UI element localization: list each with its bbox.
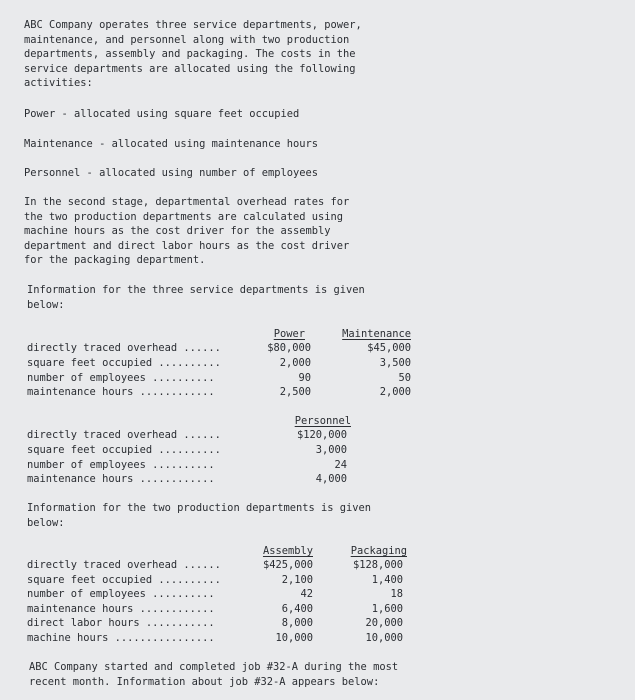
second-stage-paragraph: In the second stage, departmental overhead rates for the two production departments are calculated using machine hours as the cost driver for the assembly department and direct labor hours as the cost driver for the packaging department.	[24, 196, 350, 267]
allocation-maintenance: Maintenance - allocated using maintenance hours	[24, 138, 319, 150]
header-personnel: Personnel	[294, 415, 351, 427]
header-assembly: Assembly	[262, 545, 313, 557]
service-intro: Information for the three service departments is given below:	[27, 284, 365, 311]
intro-paragraph: ABC Company operates three service departments, power, maintenance, and personnel along with two production departments, assembly and packaging. The costs in the service departments are allocated using the following activities:	[24, 19, 362, 90]
allocation-power: Power - allocated using square feet occupied	[24, 108, 300, 120]
problem-page: ABC Company operates three service departments, power, maintenance, and personnel along with two production departments, assembly and packaging. The costs in the service departments are allocated using the following activities: Power - allocated using square feet occupied Maintenance - allocated using maintenance hours Personnel - allocated using number of employees In the second stage, departmental overhead rates for the two production departments are calculated using machine hours as the cost driver for the assembly department and direct labor hours as the cost driver for the packaging department. Information for the three service departments is given below: Power Maintenance directly traced overhead ...... $80,000 $45,000 square feet occupied .......... 2,000 3,500 number of employees .......... 90 50 maintenance hours ............ 2,500 2,000 Personnel directly traced overhead ...... $120,000 square feet occupied .......... 3,000 number of employees .......... 24 maintenance hours ............ 4,000 Information for the two production departments is given below: Assembly Packaging directly traced overhead ...... $425,000 $128,000 square feet occupied .......... 2,100 1,400 number of employees .......... 42 18 maintenance hours ............ 6,400 1,600 direct labor hours ........... 8,000 20,000 machine hours ................ 10,000 10,000 ABC Company started and completed job #32-A during the most recent month. Information about job #32-A appears below:	[0, 0, 635, 700]
production-intro: Information for the two production departments is given below:	[27, 502, 372, 529]
header-power: Power	[273, 328, 305, 340]
closing-paragraph: ABC Company started and completed job #32-A during the most recent month. Information about job #32-A appears below:	[29, 661, 399, 688]
header-packaging: Packaging	[350, 545, 407, 557]
allocation-personnel: Personnel - allocated using number of employees	[24, 167, 319, 179]
header-maintenance: Maintenance	[342, 328, 411, 340]
